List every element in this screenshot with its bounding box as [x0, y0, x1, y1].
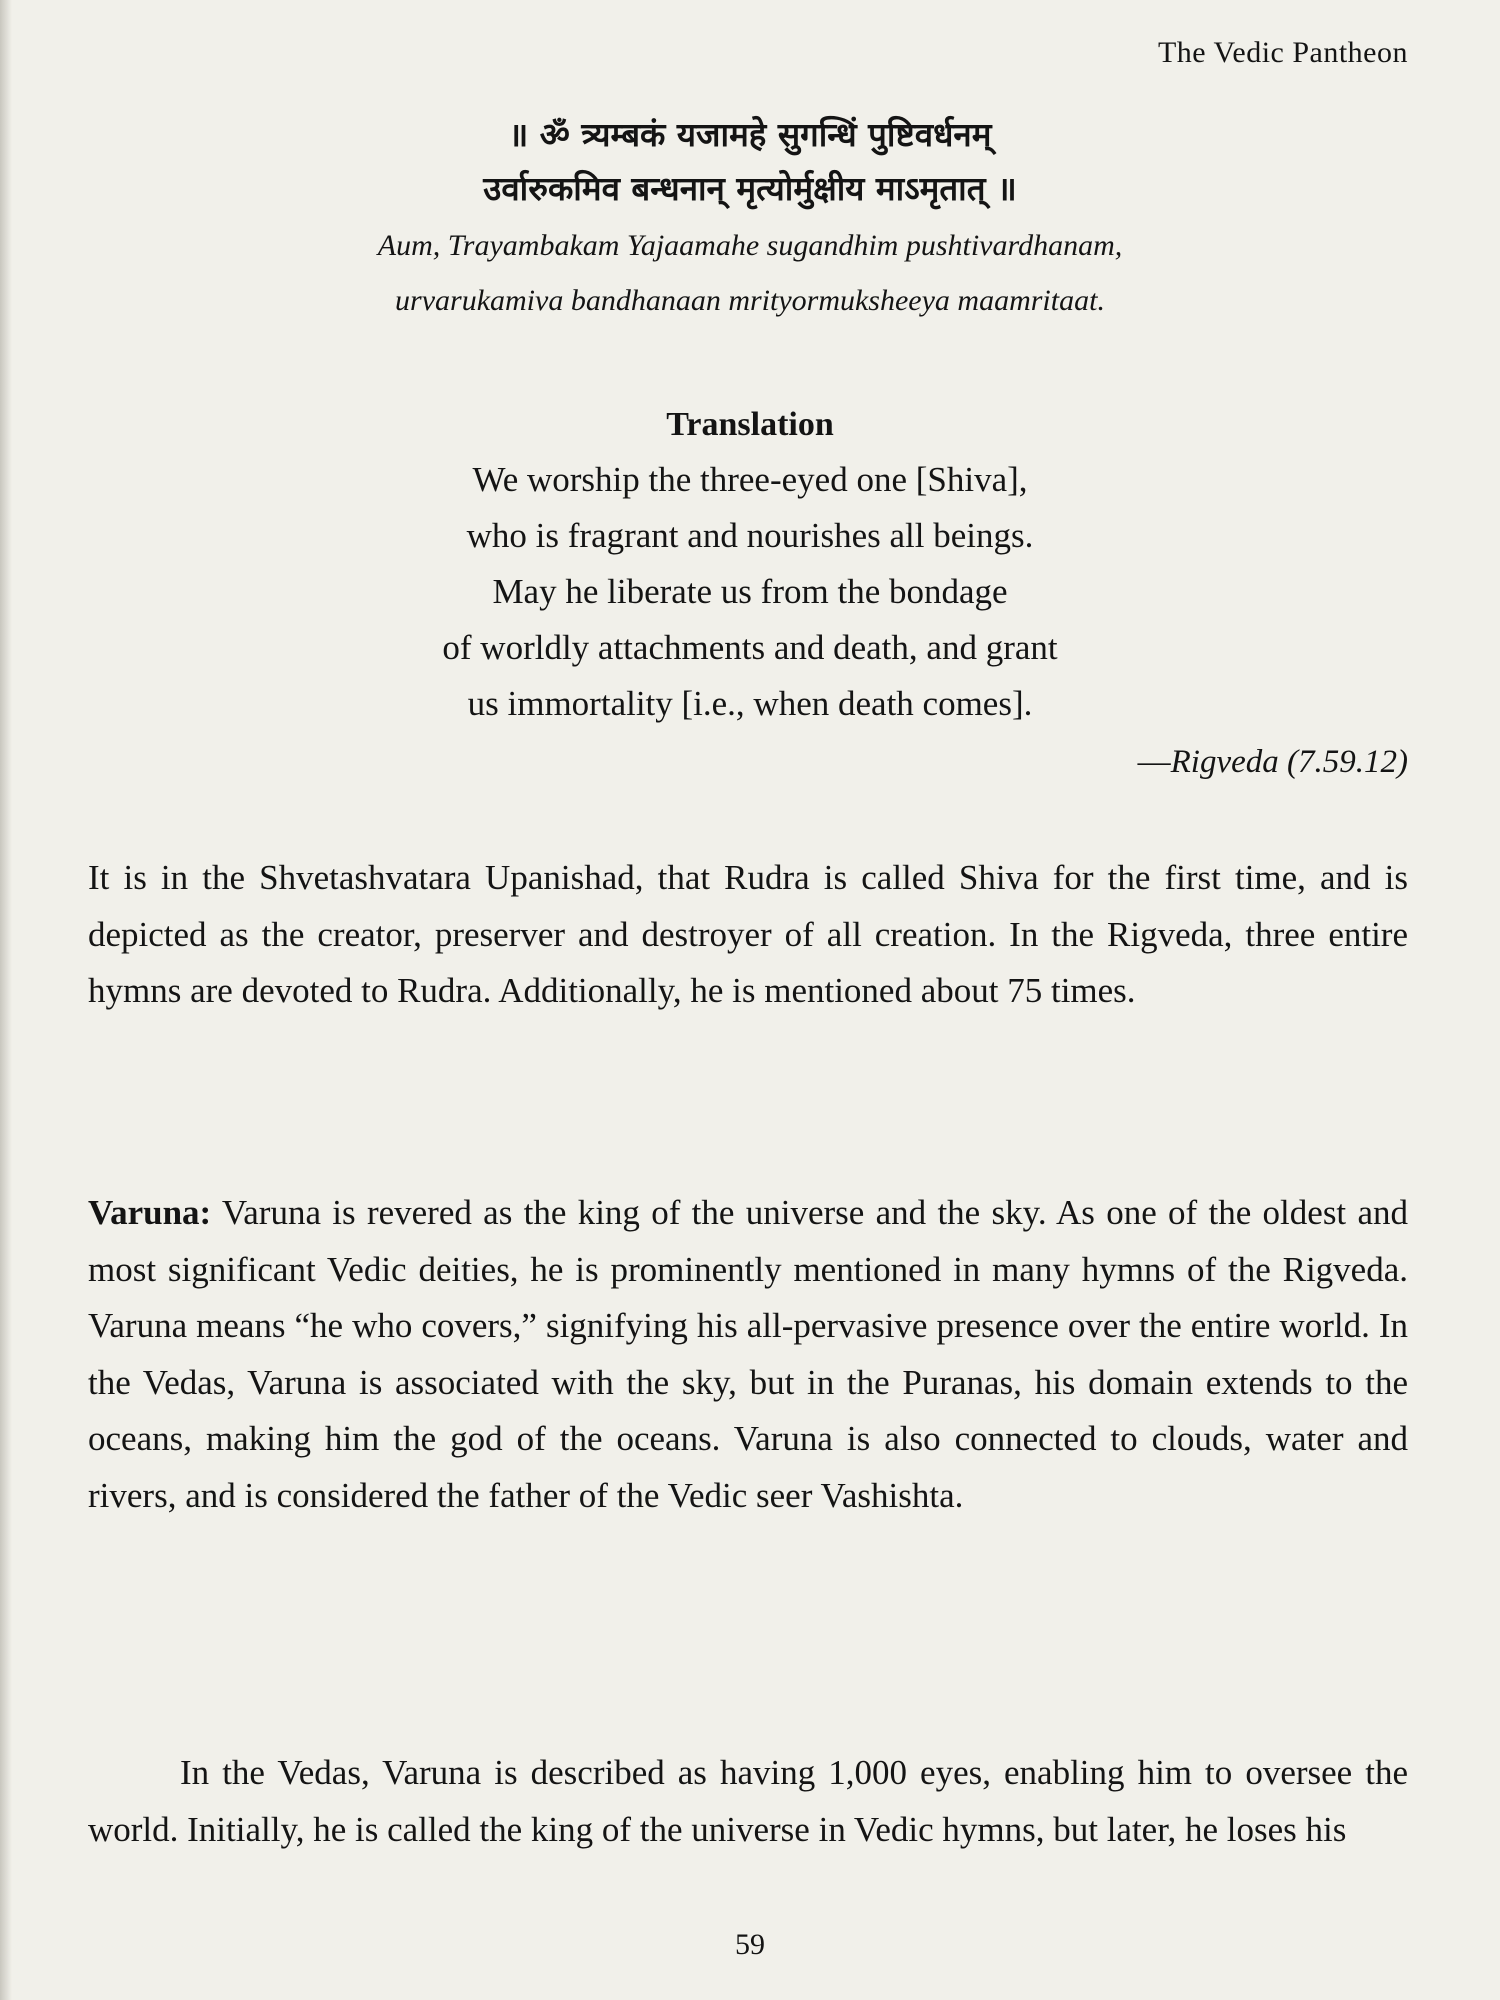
translation-line-3: May he liberate us from the bondage: [492, 572, 1008, 611]
translation-heading: Translation: [666, 406, 834, 443]
mantra-verse: [0, 108, 1500, 328]
sanskrit-line-2: उर्वारुकमिव बन्धनान् मृत्योर्मुक्षीय माऽमृतात् ॥: [483, 169, 1017, 208]
transliteration-line-2: urvarukamiva bandhanaan mrityormuksheeya maamritaat.: [395, 284, 1105, 317]
varuna-description: Varuna is revered as the king of the universe and the sky. As one of the oldest and most significant Vedic deities, he is prominently mentioned in many hymns of the Rigveda. Varuna means “he who covers,” signifying his all-pervasive presence over the entire world. In the Vedas, Varuna is associated with the sky, but in the Puranas, his domain extends to the oceans, making him the god of the oceans. Varuna is also connected to clouds, water and rivers, and is considered the father of the Vedic seer Vashishta.: [88, 1193, 1408, 1515]
paragraph-rudra: It is in the Shvetashvatara Upanishad, that Rudra is called Shiva for the first time, and is depicted as the creator, preserver and destroyer of all creation. In the Rigveda, three entire hymns are devoted to Rudra. Additionally, he is mentioned about 75 times.: [88, 858, 1408, 1010]
page-number: 59: [735, 1928, 765, 1961]
translation-line-5: us immortality [i.e., when death comes].: [467, 684, 1033, 723]
translation-line-2: who is fragrant and nourishes all beings.: [466, 516, 1034, 555]
translation-line-4: of worldly attachments and death, and grant: [442, 628, 1058, 667]
varuna-term: Varuna:: [88, 1193, 212, 1232]
translation-line-1: We worship the three-eyed one [Shiva],: [472, 460, 1028, 499]
citation-source: Rigveda (7.59.12): [1170, 744, 1408, 780]
paragraph-varuna: [88, 1185, 1408, 1524]
sanskrit-line-1: ॥ ॐ त्र्यम्बकं यजामहे सुगन्धिं पुष्टिवर्धनम्: [508, 115, 992, 154]
transliteration-line-1: Aum, Trayambakam Yajaamahe sugandhim pushtivardhanam,: [377, 229, 1123, 262]
citation-dash: —: [1137, 744, 1171, 780]
running-header: The Vedic Pantheon: [1157, 36, 1408, 69]
paragraph-varuna-eyes: In the Vedas, Varuna is described as having 1,000 eyes, enabling him to oversee the world. Initially, he is called the king of the universe in Vedic hymns, but later, he loses his: [88, 1753, 1408, 1849]
translation-section: [0, 398, 1500, 732]
verse-citation: [1138, 734, 1408, 790]
